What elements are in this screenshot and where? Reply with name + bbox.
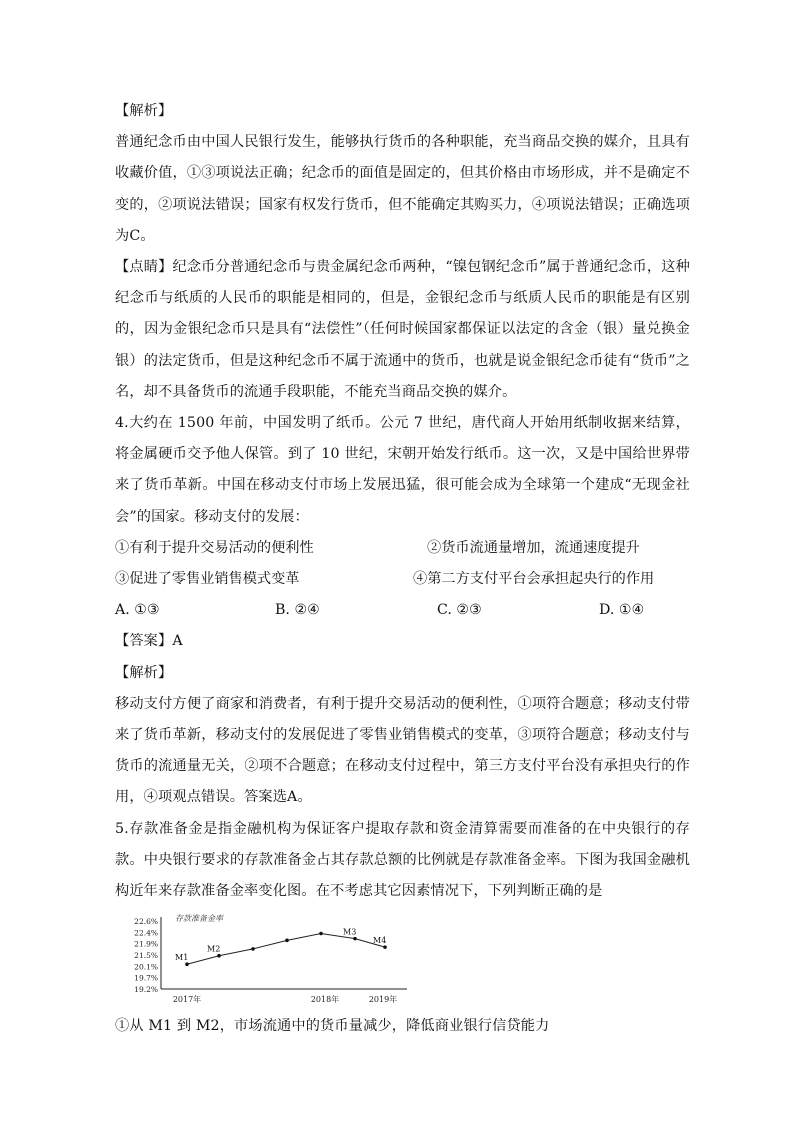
q4-items-row2 — [115, 564, 690, 595]
q4-option-a: A. ①③ — [115, 602, 160, 619]
data-point — [185, 963, 189, 967]
y-tick-label: 22.6% — [134, 917, 158, 927]
dianjing-paragraph — [115, 252, 690, 408]
dianjing-label: 【点睛】 — [115, 259, 173, 276]
point-label: M4 — [373, 936, 387, 946]
chart-title: 存款准备金率 — [175, 914, 223, 924]
data-point — [319, 932, 323, 936]
q4-jiexi-label: 【解析】 — [115, 664, 173, 681]
reserve-ratio-chart — [115, 911, 690, 1007]
point-label: M2 — [207, 944, 221, 954]
data-point — [217, 954, 221, 958]
q5-item-1: ①从 M1 到 M2，市场流通中的货币量减少，降低商业银行信贷能力 — [115, 1018, 550, 1035]
q4-options — [115, 595, 690, 626]
x-tick-label: 2018年 — [310, 995, 340, 1005]
data-point — [353, 937, 357, 941]
chart-svg — [115, 911, 415, 1007]
q4-answer: 【答案】A — [115, 633, 183, 650]
jiexi-text: 普通纪念币由中国人民银行发生，能够执行货币的各种职能，充当商品交换的媒介，且具有收藏价值，①③项说法正确；纪念币的面值是固定的，但其价格由市场形成，并不是确定不变的，②项说法错误；国家有权发行货币，但不能确定其购买力，④项说法错误；正确选项为C。 — [115, 134, 690, 244]
point-label: M3 — [343, 927, 357, 937]
q4-option-c: C. ②③ — [437, 602, 482, 619]
data-point — [383, 946, 387, 950]
q4-items-row1 — [115, 533, 690, 564]
q4-item-1: ①有利于提升交易活动的便利性 — [115, 539, 314, 556]
q4-option-d: D. ①④ — [599, 602, 645, 619]
x-tick-label: 2019年 — [368, 995, 398, 1005]
y-tick-label: 21.9% — [134, 939, 158, 949]
y-tick-label: 22.4% — [134, 928, 158, 938]
q4-item-2: ②货币流通量增加，流通速度提升 — [427, 539, 640, 556]
q5-stem: 5.存款准备金是指金融机构为保证客户提取存款和资金清算需要而准备的在中央银行的存款。中央银行要求的存款准备金占其存款总额的比例就是存款准备金率。下图为我国金融机构近年来存款准备金率变化图。在不考虑其它因素情况下，下列判断正确的是 — [115, 820, 690, 900]
point-label: M1 — [175, 953, 189, 963]
q4-stem: 4.大约在 1500 年前，中国发明了纸币。公元 7 世纪，唐代商人开始用纸制收据来结算，将金属硬币交予他人保管。到了 10 世纪，宋朝开始发行纸币。这一次，又是中国给世界带来了货币革新。中国在移动支付市场上发展迅猛，很可能会成为全球第一个建成“无现金社会”的国家。移动支付的发展： — [115, 415, 690, 525]
q4-option-b: B. ②④ — [275, 602, 320, 619]
data-point — [285, 939, 289, 943]
jiexi-label: 【解析】 — [115, 103, 173, 119]
q4-jiexi-text: 移动支付方便了商家和消费者，有利于提升交易活动的便利性，①项符合题意；移动支付带来了货币革新，移动支付的发展促进了零售业销售模式的变革，③项符合题意；移动支付与货币的流通量无关，②项不合题意；在移动支付过程中，第三方支付平台没有承担央行的作用，④项观点错误。答案选A。 — [115, 695, 690, 806]
q4-item-3: ③促进了零售业销售模式变革 — [115, 571, 300, 588]
x-tick-label: 2017年 — [172, 995, 202, 1005]
y-tick-label: 19.7% — [134, 973, 158, 983]
dianjing-text: 纪念币分普通纪念币与贵金属纪念币两种，“镍包钢纪念币”属于普通纪念币，这种纪念币与纸质的人民币的职能是相同的，但是，金银纪念币与纸质人民币的职能是有区别的，因为金银纪念币只是具有“法偿性”（任何时候国家都保证以法定的含金（银）量兑换金银）的法定货币，但是这种纪念币不属于流通中的货币，也就是说金银纪念币徒有“货币”之名，却不具备货币的流通手段职能，不能充当商品交换的媒介。 — [115, 259, 690, 400]
y-tick-label: 19.2% — [134, 985, 158, 995]
document-page — [115, 96, 690, 1042]
q4-item-4: ④第二方支付平台会承担起央行的作用 — [413, 571, 655, 588]
y-tick-label: 21.5% — [134, 951, 158, 961]
y-tick-label: 20.1% — [134, 962, 158, 972]
data-point — [251, 947, 255, 951]
